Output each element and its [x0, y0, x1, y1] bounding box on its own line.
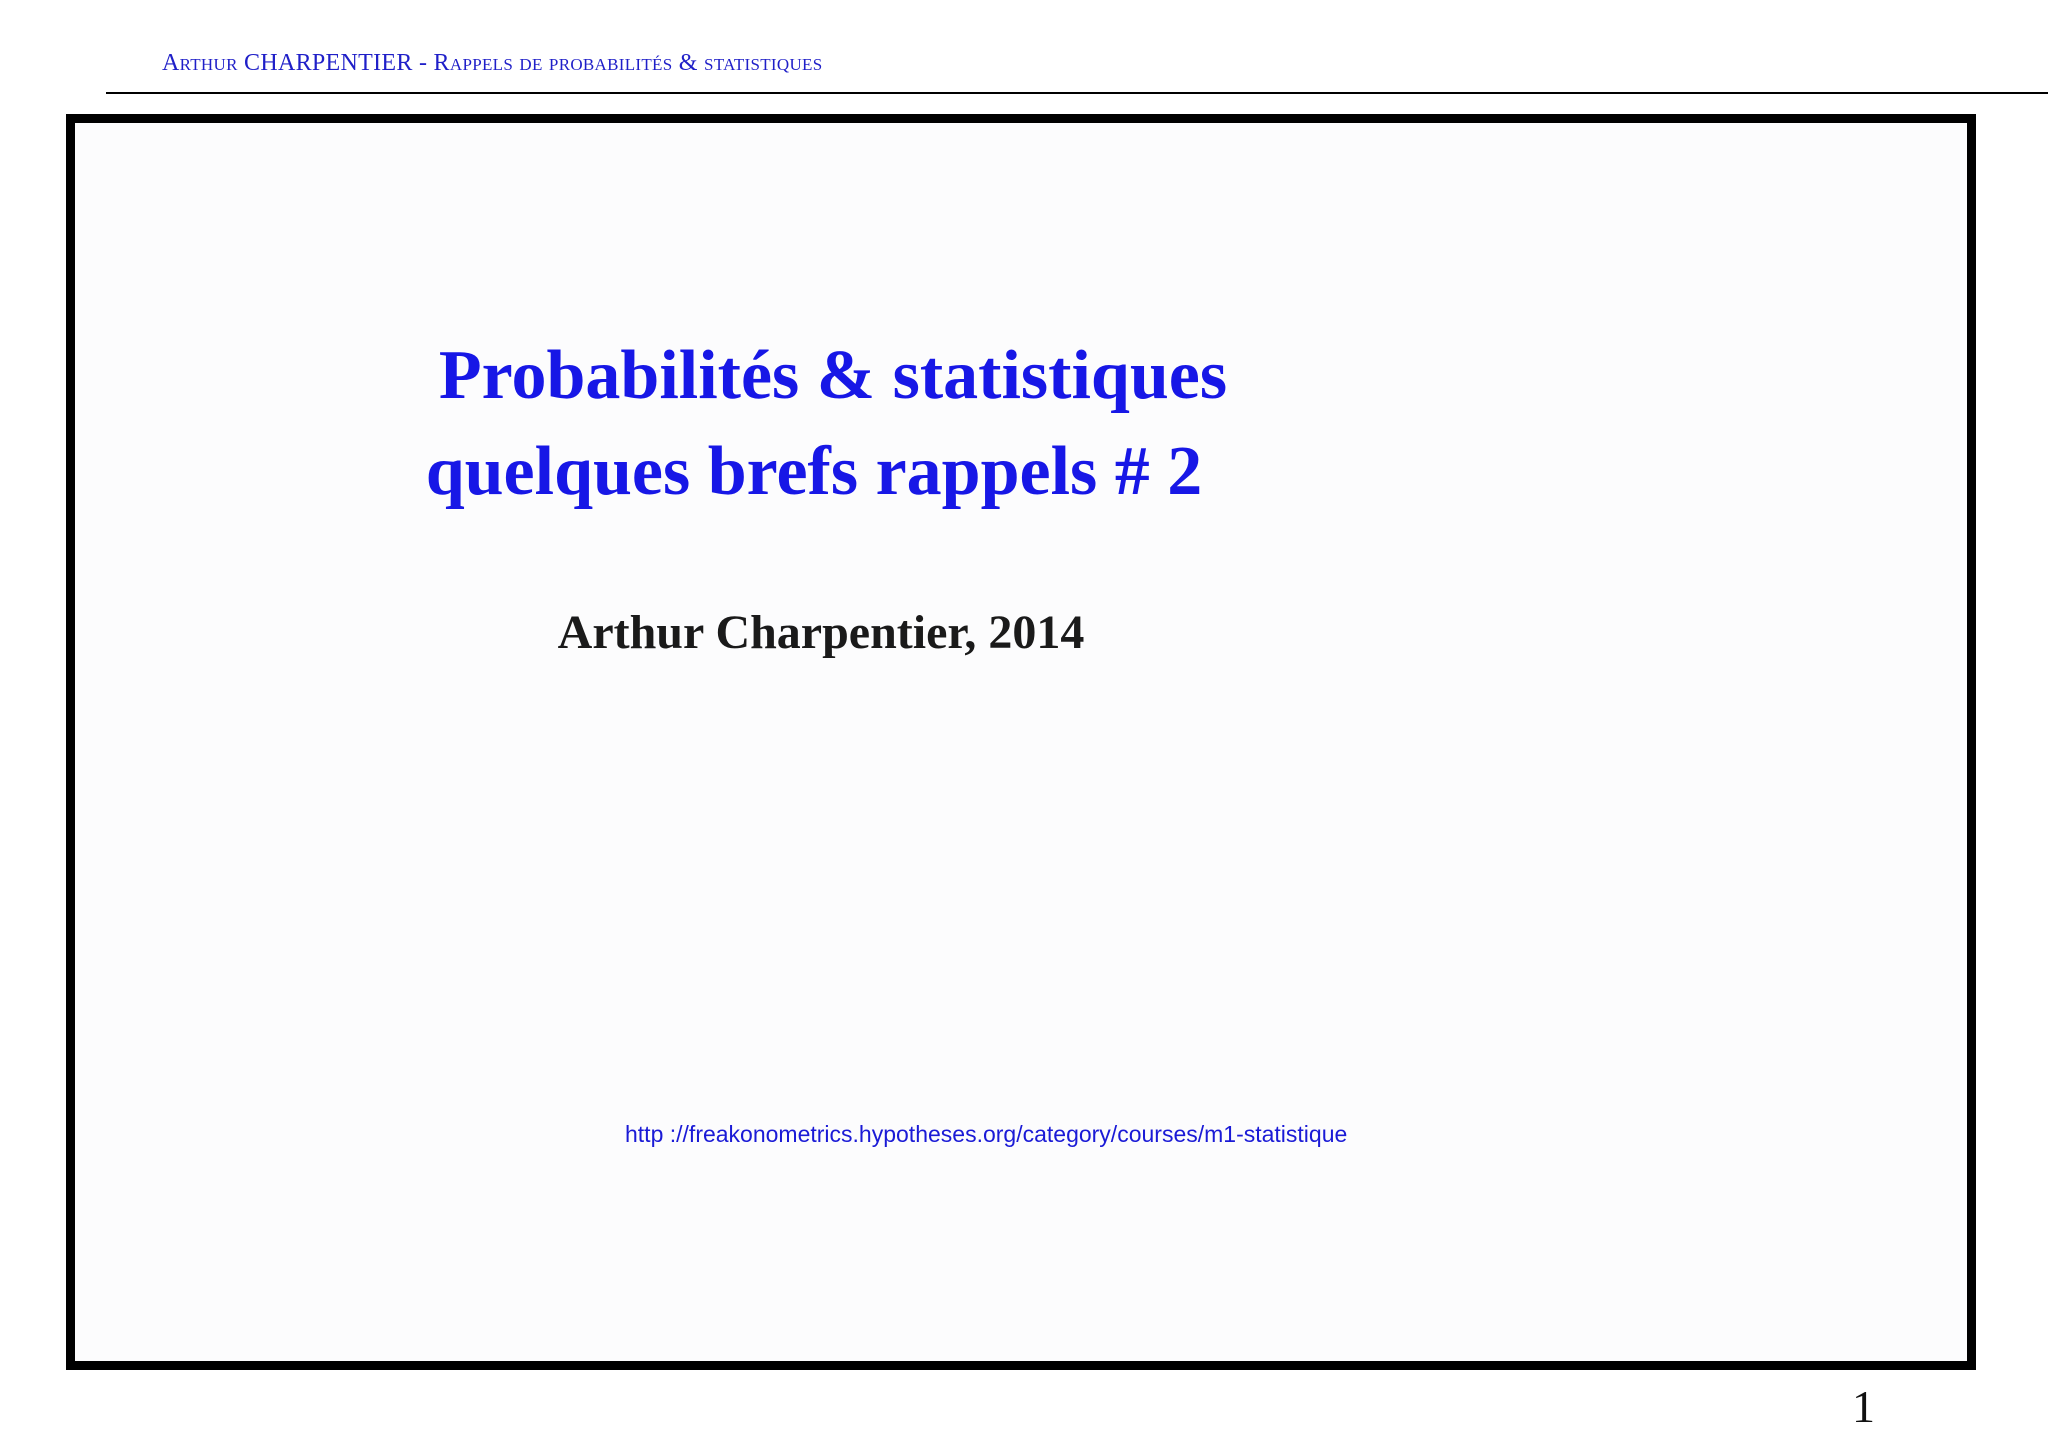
author-name: Arthur Charpentier, 2014 — [557, 606, 1085, 659]
course-url-link[interactable]: http ://freakonometrics.hypotheses.org/category/courses/m1-statistique — [625, 1121, 1348, 1147]
running-header: Arthur CHARPENTIER - Rappels de probabilités & statistiques — [162, 50, 823, 76]
page-number: 1 — [1852, 1381, 1875, 1432]
slide-frame — [66, 114, 1976, 1370]
title-line-1: Probabilités & statistiques — [438, 337, 1228, 414]
slide-title — [75, 328, 1583, 520]
header-divider — [106, 92, 2048, 94]
title-line-2: quelques brefs rappels # 2 — [425, 433, 1203, 510]
author-block — [75, 605, 1995, 660]
